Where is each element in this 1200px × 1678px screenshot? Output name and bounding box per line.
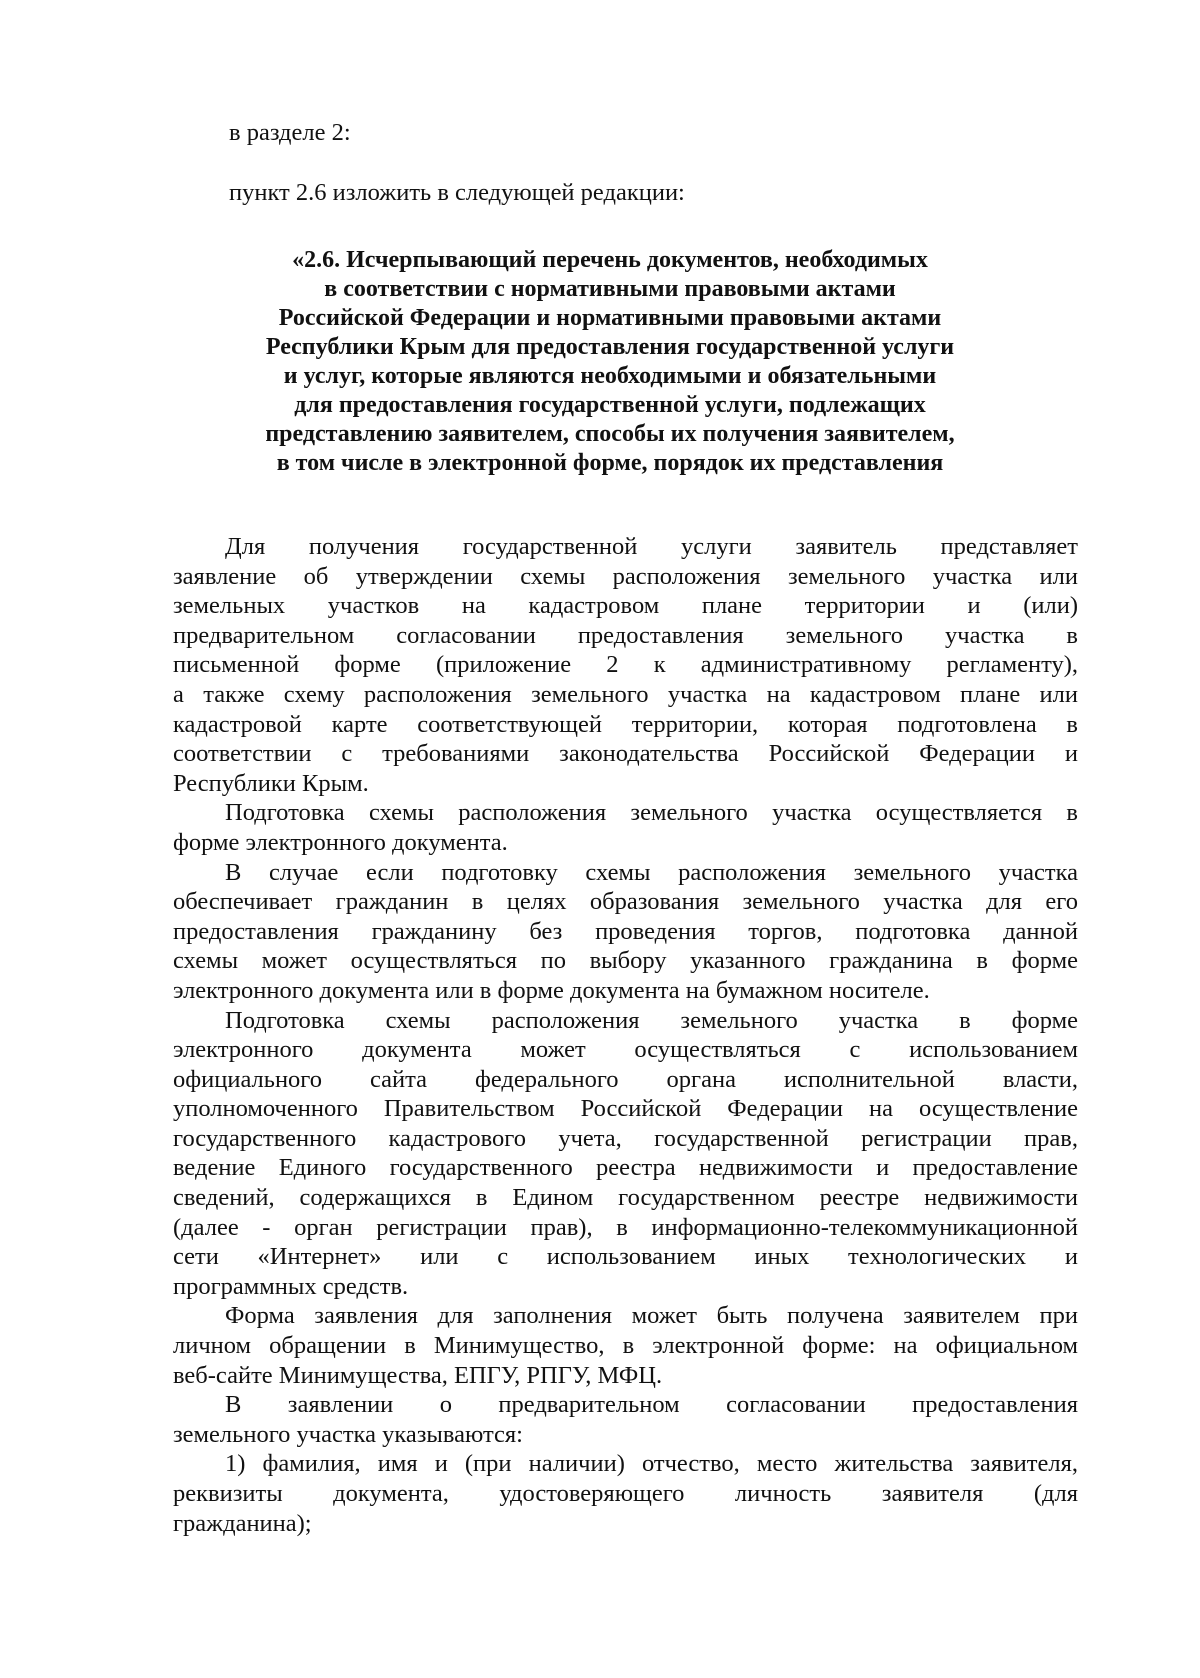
text-line: письменной форме (приложение 2 к административному регламенту), (173, 651, 1078, 679)
paragraph (173, 1390, 1078, 1449)
text-line: программных средств. (173, 1272, 409, 1300)
text-line: Подготовка схемы расположения земельного участка в форме (225, 1006, 1078, 1034)
clause-instruction: пункт 2.6 изложить в следующей редакции: (229, 179, 685, 206)
text-line: сведений, содержащихся в Едином государственном реестре недвижимости (173, 1184, 1078, 1212)
text-line: а также схему расположения земельного участка на кадастровом плане или (173, 680, 1078, 708)
heading-line: Республики Крым для предоставления государственной услуги (265, 334, 955, 360)
text-line: уполномоченного Правительством Российской Федерации на осуществление (173, 1095, 1078, 1123)
text-line: предварительном согласовании предоставления земельного участка в (173, 621, 1078, 649)
heading-line: и услуг, которые являются необходимыми и обязательными (283, 363, 937, 389)
heading-line: в том числе в электронной форме, порядок их представления (276, 450, 944, 476)
paragraph (173, 858, 1078, 1006)
text-line: веб-сайте Минимущества, ЕПГУ, РПГУ, МФЦ. (173, 1361, 663, 1389)
text-line: 1) фамилия, имя и (при наличии) отчество, место жительства заявителя, (225, 1450, 1078, 1478)
text-line: соответствии с требованиями законодательства Российской Федерации и (173, 740, 1078, 768)
text-line: ведение Единого государственного реестра недвижимости и предоставление (173, 1154, 1078, 1182)
text-line: реквизиты документа, удостоверяющего личность заявителя (для (173, 1480, 1078, 1507)
paragraph (173, 1006, 1078, 1302)
section-intro: в разделе 2: (229, 119, 351, 146)
text-line: гражданина); (173, 1509, 312, 1537)
paragraph (173, 1301, 1078, 1390)
heading-line: представлению заявителем, способы их получения заявителем, (265, 421, 955, 447)
text-line: земельного участка указываются: (173, 1420, 523, 1448)
text-line: обеспечивает гражданин в целях образования земельного участка для его (173, 888, 1078, 916)
clause-heading (160, 246, 1060, 478)
text-line: официального сайта федерального органа исполнительной власти, (173, 1065, 1078, 1093)
heading-line: «2.6. Исчерпывающий перечень документов, необходимых (292, 247, 928, 273)
paragraph (173, 532, 1078, 798)
text-line: предоставления гражданину без проведения торгов, подготовка данной (173, 917, 1078, 945)
text-line: Для получения государственной услуги заявитель представляет (225, 533, 1078, 560)
text-line: Форма заявления для заполнения может быть получена заявителем при (225, 1302, 1078, 1330)
text-line: В случае если подготовку схемы расположения земельного участка (225, 858, 1078, 886)
heading-line: для предоставления государственной услуги, подлежащих (294, 392, 926, 418)
text-line: Подготовка схемы расположения земельного участка осуществляется в (225, 799, 1078, 827)
text-line: форме электронного документа. (173, 828, 508, 856)
paragraph (173, 798, 1078, 857)
text-line: электронного документа или в форме документа на бумажном носителе. (173, 976, 930, 1004)
heading-line: Российской Федерации и нормативными правовыми актами (278, 305, 942, 331)
heading-line: в соответствии с нормативными правовыми актами (324, 276, 896, 302)
text-line: земельных участков на кадастровом плане территории и (или) (173, 592, 1078, 620)
text-line: личном обращении в Минимущество, в электронной форме: на официальном (173, 1332, 1078, 1360)
text-line: В заявлении о предварительном согласовании предоставления (225, 1391, 1078, 1419)
text-line: кадастровой карте соответствующей территории, которая подготовлена в (173, 710, 1078, 738)
text-line: сети «Интернет» или с использованием иных технологических и (173, 1243, 1078, 1271)
document-body (173, 532, 1078, 1538)
text-line: (далее - орган регистрации прав), в информационно-телекоммуникационной (173, 1213, 1078, 1241)
text-line: государственного кадастрового учета, государственной регистрации прав, (173, 1124, 1078, 1152)
paragraph (173, 1449, 1078, 1538)
text-line: схемы может осуществляться по выбору указанного гражданина в форме (173, 947, 1078, 975)
text-line: заявление об утверждении схемы расположения земельного участка или (173, 562, 1078, 590)
text-line: электронного документа может осуществляться с использованием (173, 1036, 1078, 1064)
text-line: Республики Крым. (173, 769, 369, 797)
